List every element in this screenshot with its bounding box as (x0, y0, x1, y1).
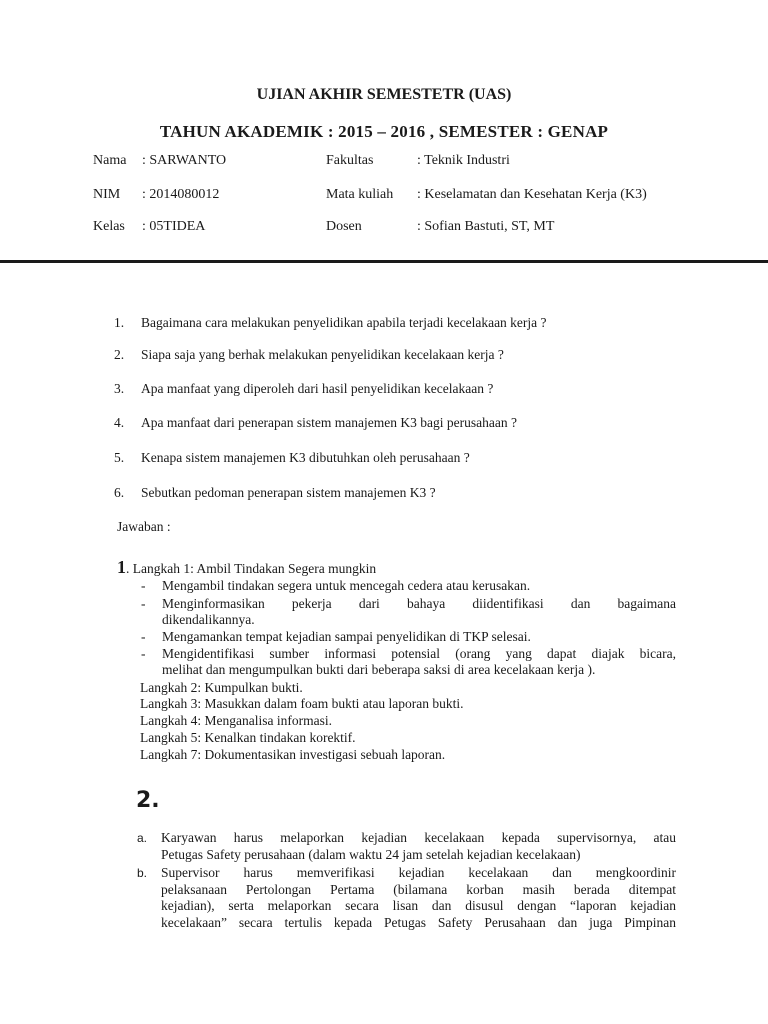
info-label: Dosen (326, 219, 362, 234)
answer-number: 1 (117, 557, 126, 577)
question-number: 1. (114, 315, 125, 330)
info-label: NIM (93, 187, 121, 202)
answers-label: Jawaban : (117, 519, 171, 534)
bullet-text-cont: melihat dan mengumpulkan bukti dari beberapa saksi di area kecelakaan kerja ). (162, 662, 596, 677)
item-line: Petugas Safety perusahaan (dalam waktu 24 jam setelah kejadian kecelakaan) (161, 846, 581, 862)
info-row (0, 153, 768, 173)
bullet-mark: - (141, 578, 146, 593)
question-number: 5. (114, 450, 125, 465)
question-text: Siapa saja yang berhak melakukan penyelidikan kecelakaan kerja ? (141, 347, 504, 362)
info-value: : Teknik Industri (417, 153, 510, 168)
question-number: 3. (114, 381, 125, 396)
exam-title: UJIAN AKHIR SEMESTETR (UAS) (256, 86, 512, 103)
question-item (0, 315, 768, 335)
item-line: Karyawan harus melaporkan kejadian kecelakaan kepada supervisornya, atau (161, 830, 676, 845)
answer-1-heading (117, 559, 376, 578)
item-line: Supervisor harus memverifikasi kejadian kecelakaan dan mengkoordinir (161, 865, 676, 880)
info-label: Kelas (93, 219, 125, 234)
step-line: Langkah 4: Menganalisa informasi. (140, 713, 332, 728)
bullet-mark: - (141, 646, 146, 661)
info-row (0, 219, 768, 239)
question-text: Bagaimana cara melakukan penyelidikan apabila terjadi kecelakaan kerja ? (141, 315, 547, 330)
bullet-text-cont: dikendalikannya. (162, 612, 255, 627)
item-mark: b. (137, 866, 148, 880)
info-label: Nama (93, 153, 127, 168)
question-text: Sebutkan pedoman penerapan sistem manajemen K3 ? (141, 485, 436, 500)
question-item (0, 415, 768, 435)
info-value: : Sofian Bastuti, ST, MT (417, 219, 555, 234)
bullet-mark: - (141, 596, 146, 611)
question-item (0, 381, 768, 401)
step-line: Langkah 7: Dokumentasikan investigasi sebuah laporan. (140, 747, 446, 762)
info-value: : Keselamatan dan Kesehatan Kerja (K3) (417, 187, 647, 202)
question-text: Kenapa sistem manajemen K3 dibutuhkan oleh perusahaan ? (141, 450, 470, 465)
question-number: 6. (114, 485, 125, 500)
bullet-text: Mengidentifikasi sumber informasi potensial (orang yang dapat diajak bicara, (162, 646, 676, 661)
item-mark: a. (137, 831, 148, 845)
question-text: Apa manfaat yang diperoleh dari hasil penyelidikan kecelakaan ? (141, 381, 494, 396)
bullet-text: Menginformasikan pekerja dari bahaya diidentifikasi dan bagaimana (162, 596, 676, 611)
info-label: Fakultas (326, 153, 374, 168)
bullet-mark: - (141, 629, 146, 644)
item-text (161, 830, 676, 863)
bullet-text: Mengamankan tempat kejadian sampai penyelidikan di TKP selesai. (162, 629, 531, 644)
header-divider (0, 260, 768, 263)
item-line: kecelakaan” secara tertulis kepada Petugas Safety Perusahaan dan juga Pimpinan (161, 914, 676, 930)
info-label: Mata kuliah (326, 187, 394, 202)
info-value: : 2014080012 (142, 187, 220, 202)
info-value: : SARWANTO (142, 153, 227, 168)
question-item (0, 347, 768, 367)
question-item (0, 450, 768, 470)
question-item (0, 485, 768, 505)
info-row (0, 187, 768, 207)
item-line: pelaksanaan Pertolongan Pertama (bilamana korban masih berada ditempat (161, 881, 676, 897)
question-number: 2. (114, 347, 125, 362)
bullet-text: Mengambil tindakan segera untuk mencegah cedera atau kerusakan. (162, 578, 531, 593)
exam-subtitle: TAHUN AKADEMIK : 2015 – 2016 , SEMESTER : GENAP (159, 122, 609, 141)
info-value: : 05TIDEA (142, 219, 206, 234)
item-text (161, 865, 676, 931)
question-text: Apa manfaat dari penerapan sistem manajemen K3 bagi perusahaan ? (141, 415, 517, 430)
answer-heading-text: . Langkah 1: Ambil Tindakan Segera mungkin (126, 561, 377, 576)
step-line: Langkah 2: Kumpulkan bukti. (140, 680, 303, 695)
step-line: Langkah 3: Masukkan dalam foam bukti atau laporan bukti. (140, 696, 464, 711)
answer-2-number: 2. (136, 788, 160, 813)
step-line: Langkah 5: Kenalkan tindakan korektif. (140, 730, 356, 745)
question-number: 4. (114, 415, 125, 430)
item-line: kejadian), serta melaporkan secara lisan dan disusul dengan “laporan kejadian (161, 898, 676, 914)
